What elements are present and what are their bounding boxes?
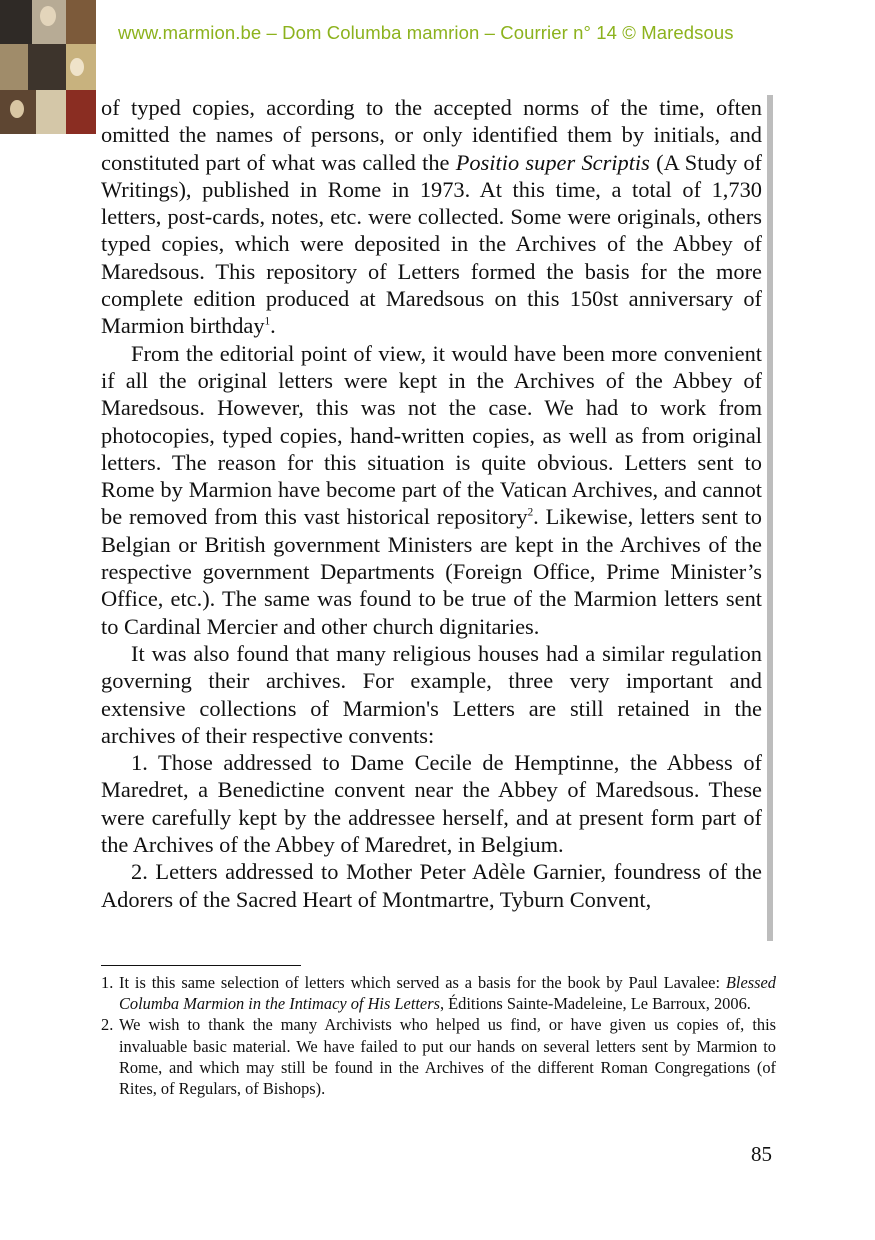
footnote-text: It is this same selection of letters which served as a basis for the book by Paul Lavalee:	[119, 973, 726, 992]
portrait-silhouette	[40, 6, 56, 26]
page-number: 85	[751, 1142, 772, 1166]
collage-tile	[66, 90, 96, 134]
collage-tile	[0, 0, 32, 44]
portrait-silhouette	[70, 58, 84, 76]
collage-tile	[66, 0, 96, 44]
header-banner-text: www.marmion.be – Dom Columba mamrion – Courrier n° 14 © Maredsous	[118, 22, 734, 43]
paragraph-3: It was also found that many religious houses had a similar regulation governing their archives. For example, three very important and extensive collections of Marmion's Letters are still retained in the archives of their respective convents:	[101, 640, 762, 748]
footnote-book-title: Blessed Columba Marmion in the Intimacy of His Letters	[119, 973, 776, 1014]
paragraph-text: (A Study of Writings), published in Rome in 1973. At this time, a total of 1,730 letters, post-cards, notes, etc. were collected. Some were originals, others typed copies, which were deposited in the Archives of the Abbey of Maredsous. This repository of Letters formed the basis for the more complete edition produced at Maredsous on this 150st anniversary of Marmion birthday	[101, 149, 762, 339]
collage-tile	[0, 44, 28, 90]
footnote-reference: 2	[527, 507, 534, 520]
footnote-number: 2.	[101, 1015, 114, 1035]
article-body	[101, 94, 762, 913]
footnote-separator	[101, 965, 301, 966]
paragraph-text: . Likewise, letters sent to Belgian or British government Ministers are kept in the Archives of the respective government Departments (Foreign Office, Prime Minister’s Office, etc.). The same was found to be true of the Marmion letters sent to Cardinal Mercier and other church dignitaries.	[101, 504, 762, 639]
footnote-number: 1.	[101, 973, 114, 992]
portrait-silhouette	[10, 100, 24, 118]
header-photo-collage	[0, 0, 96, 134]
footnote-text: , Éditions Sainte-Madeleine, Le Barroux, 2006.	[439, 994, 751, 1014]
footnote-2	[101, 1014, 776, 1099]
list-item-1: 1. Those addressed to Dame Cecile de Hemptinne, the Abbess of Maredret, a Benedictine convent near the Abbey of Maredsous. These were carefully kept by the addressee herself, and at present form part of the Archives of the Abbey of Maredret, in Belgium.	[101, 750, 762, 858]
footnote-1	[101, 972, 776, 1014]
right-margin-rule	[767, 95, 773, 941]
footnotes	[101, 972, 776, 1099]
list-item-2: 2. Letters addressed to Mother Peter Adèle Garnier, foundress of the Adorers of the Sacred Heart of Montmartre, Tyburn Convent,	[101, 859, 762, 912]
collage-tile	[28, 44, 66, 90]
footnote-reference: 1	[264, 315, 271, 328]
paragraph-1	[101, 94, 762, 340]
paragraph-text: .	[270, 313, 276, 339]
collage-tile	[36, 90, 66, 134]
paragraph-text: From the editorial point of view, it would have been more convenient if all the original letters were kept in the Archives of the Abbey of Maredsous. However, this was not the case. We had to work from photocopies, typed copies, hand-written copies, as well as from original letters. The reason for this situation is quite obvious. Letters sent to Rome by Marmion have become part of the Vatican Archives, and cannot be removed from this vast historical repository	[101, 340, 762, 530]
paragraph-text: of typed copies, according to the accepted norms of the time, often omitted the names of persons, or only identified them by initials, and constituted part of what was called the	[101, 95, 762, 175]
italic-title: Positio super Scriptis	[455, 149, 650, 175]
paragraph-2	[101, 340, 762, 640]
footnote-text: We wish to thank the many Archivists who helped us find, or have given us copies of, this invaluable basic material. We have failed to put our hands on several letters sent by Marmion to Rome, and which may still be found in the Archives of the different Roman Congregations (of Rites, of Regulars, of Bishops).	[119, 1015, 776, 1099]
